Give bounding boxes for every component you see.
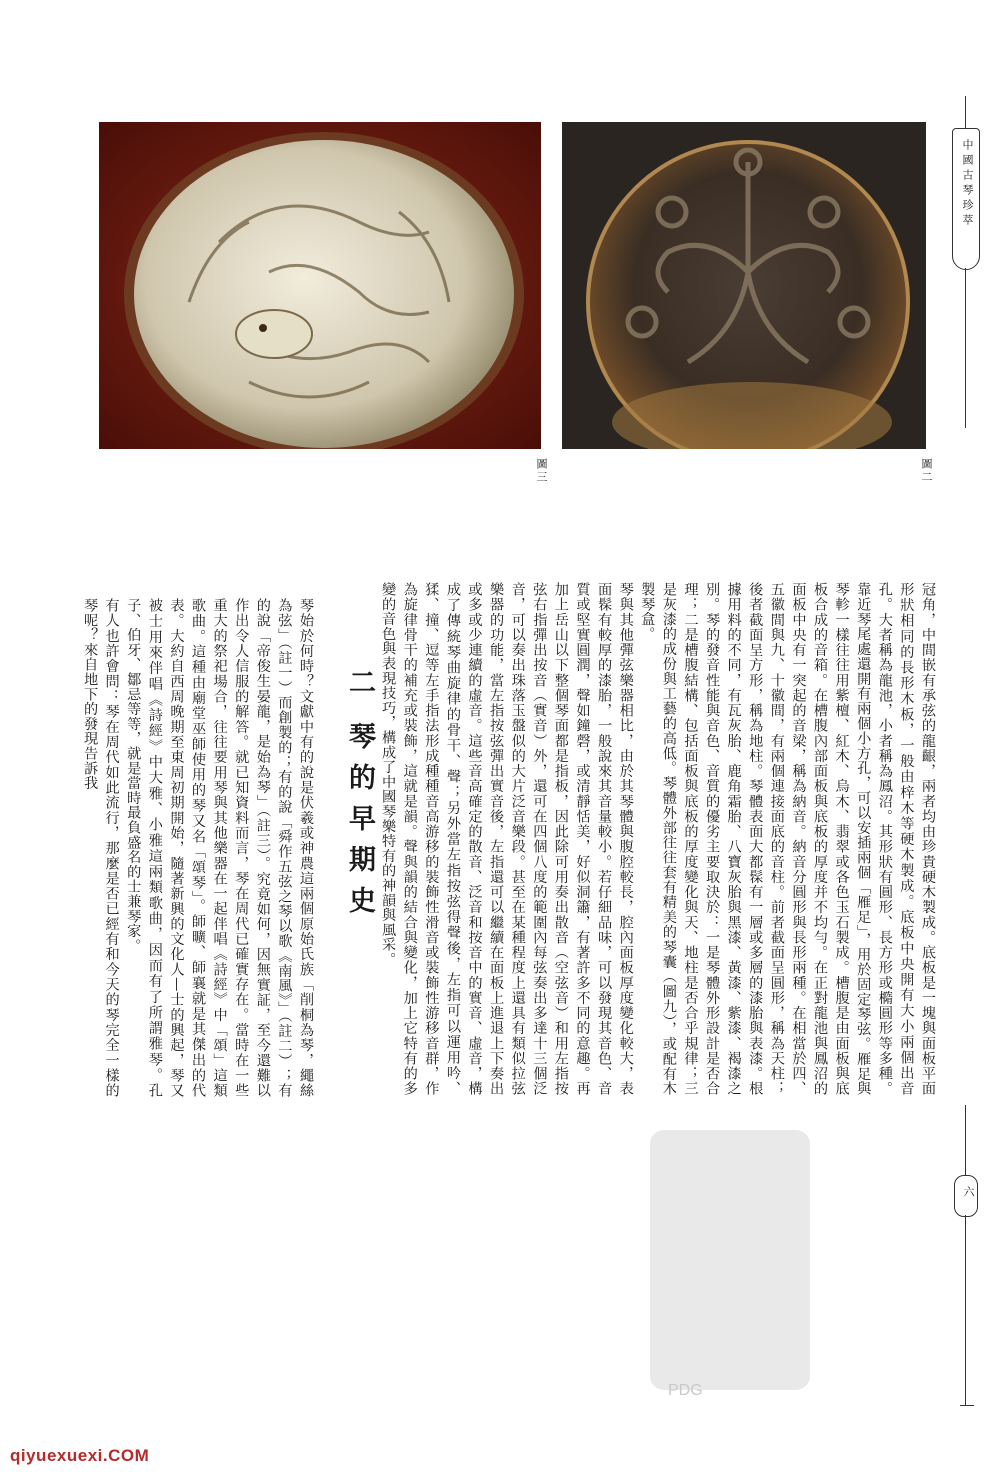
paragraph: 有人也許會問：琴在周代如此流行，那麼是否已經有和今天的琴完全一樣的琴呢？來自地下的發現告訴我 bbox=[82, 598, 120, 1098]
sidebar-rule-bottom bbox=[965, 1215, 966, 1405]
lower-text-block bbox=[82, 598, 316, 1098]
book-title-tab bbox=[952, 128, 980, 270]
sidebar-rule-middle bbox=[965, 268, 966, 428]
page-number-tab bbox=[954, 1175, 978, 1217]
sidebar-rule-foot bbox=[960, 1405, 974, 1406]
sidebar-rule-top bbox=[965, 96, 966, 128]
paragraph: 琴與其他彈弦樂器相比，由於其琴體與腹腔較長，腔內面板厚度變化較大，表面髹有較厚的漆胎，一般說來其音量較小。若仔細品味，可以發現其音色、音質或堅實圓潤，聲如鐘磬，或清靜恬美，好似洞簫，有著許多不同的意趣。再加上岳山以下整個琴面都是指板，因此除可用奏出散音（空弦音）和用左指按弦右指彈出按音（實音）外，還可在四個八度的範圍內每弦奏出多達十三個泛音，可以奏出珠落玉盤似的大片泛音樂段。甚至在某種程度上還具有類似拉弦樂器的功能，當左指按弦彈出實音後，左指還可以繼續在面板上進退上下奏出或多或少連續的虛音。這些音高確定的散音、泛音和按音中的實音、虛音，構成了傳統琴曲旋律的骨干、聲；另外當左指按弦得聲後，左指可以運用吟、猱、撞、逗等左手指法形成種種音高游移的裝飾性滑音或裝飾性游移音群，作為旋律骨干的補充或裝飾，這就是韻。聲與韻的結合與變化，加上它特有的多變的音色與表現技巧，構成了中國琴樂特有的神韻與風采。 bbox=[380, 582, 634, 1096]
book-title: 中國古琴珍萃 bbox=[961, 139, 974, 229]
site-link-text: qiyuexuexi.COM bbox=[10, 1446, 150, 1465]
paragraph: 冠角，中間嵌有承弦的龍齦，兩者均由珍貴硬木製成。底板是一塊與面板平面形狀相同的長形木板，一般由梓木等硬木製成。底板中央開有大小兩個出音孔。大者稱為龍池，小者稱為鳳沼。其形狀有圓形、長方形或橢圓形等多種。靠近琴尾處還開有兩個小方孔，可以安插兩個「雁足」，用於固定琴弦。雁足與琴軫一樣往往用紫檀、紅木、烏木、翡翠或各色玉石製成。槽腹是由面板與底板合成的音箱。在槽腹內部面板與底板的厚度并不均勻。在正對龍池與鳳沼的面板中央有一突起的音梁，稱為納音。納音分圓形與長形兩種。在相當於四、五徽間與九、十徽間，有兩個連接面底的音柱。前者截面呈圓形，稱為天柱；後者截面呈方形，稱為地柱。琴體表面大都髹有一層或多層的漆胎與表漆。根據用料的不同，有瓦灰胎、鹿角霜胎、八寶灰胎與黑漆、黃漆、紫漆、褐漆之別。琴的發音性能與音色、音質的優劣主要取決於：一是琴體外形設計是否合理；二是槽腹結構、包括面板與底板的厚度變化與天、地柱是否合乎規律；三是灰漆的成份與工藝的高低。琴體外部往往套有精美的琴囊（圖九），或配有木製琴盒。 bbox=[639, 582, 936, 1096]
jade-carving-image bbox=[99, 122, 541, 449]
photo-jade-bird bbox=[99, 122, 541, 449]
section-title: 琴的早期史 bbox=[344, 722, 375, 927]
bronze-disc-image bbox=[562, 122, 926, 449]
section-number: 二 bbox=[344, 668, 375, 695]
figure-caption-right: 圖二 bbox=[920, 458, 933, 484]
upper-text-block bbox=[380, 582, 938, 1096]
watermark-seal-icon bbox=[640, 1120, 820, 1420]
photo-bronze-disc bbox=[562, 122, 926, 449]
paragraph: 琴始於何時？文獻中有的說是伏羲或神農這兩個原始氏族「削桐為琴，繩絲為弦」（註一）而創製的；有的說「舜作五弦之琴以歌《南風》」（註二）；有的說「帝俊生晏龍，是始為琴」（註三）。究竟如何，因無實証，至今還難以作出令人信服的解答。就已知資料而言，琴在周代已確實存在。當時在一些重大的祭祀場合，往往要用琴與其他樂器在一起伴唱《詩經》中「頌」這類歌曲。這種由廟堂巫師使用的琴又名「頌琴」。師曠、師襄就是其傑出的代表。大約自西周晚期至東周初期開始，隨著新興的文化人—士的興起，琴又被士用來伴唱《詩經》中大雅、小雅這兩類歌曲，因而有了所謂雅琴。孔子、伯牙、鄒忌等等，就是當時最負盛名的士兼琴家。 bbox=[125, 598, 314, 1098]
site-link[interactable] bbox=[10, 1446, 149, 1466]
page-number: 六 bbox=[962, 1186, 975, 1197]
sidebar-rule-lower bbox=[965, 1105, 966, 1175]
watermark-label: PDG bbox=[668, 1382, 703, 1399]
figure-caption-left: 圖三 bbox=[535, 458, 548, 484]
